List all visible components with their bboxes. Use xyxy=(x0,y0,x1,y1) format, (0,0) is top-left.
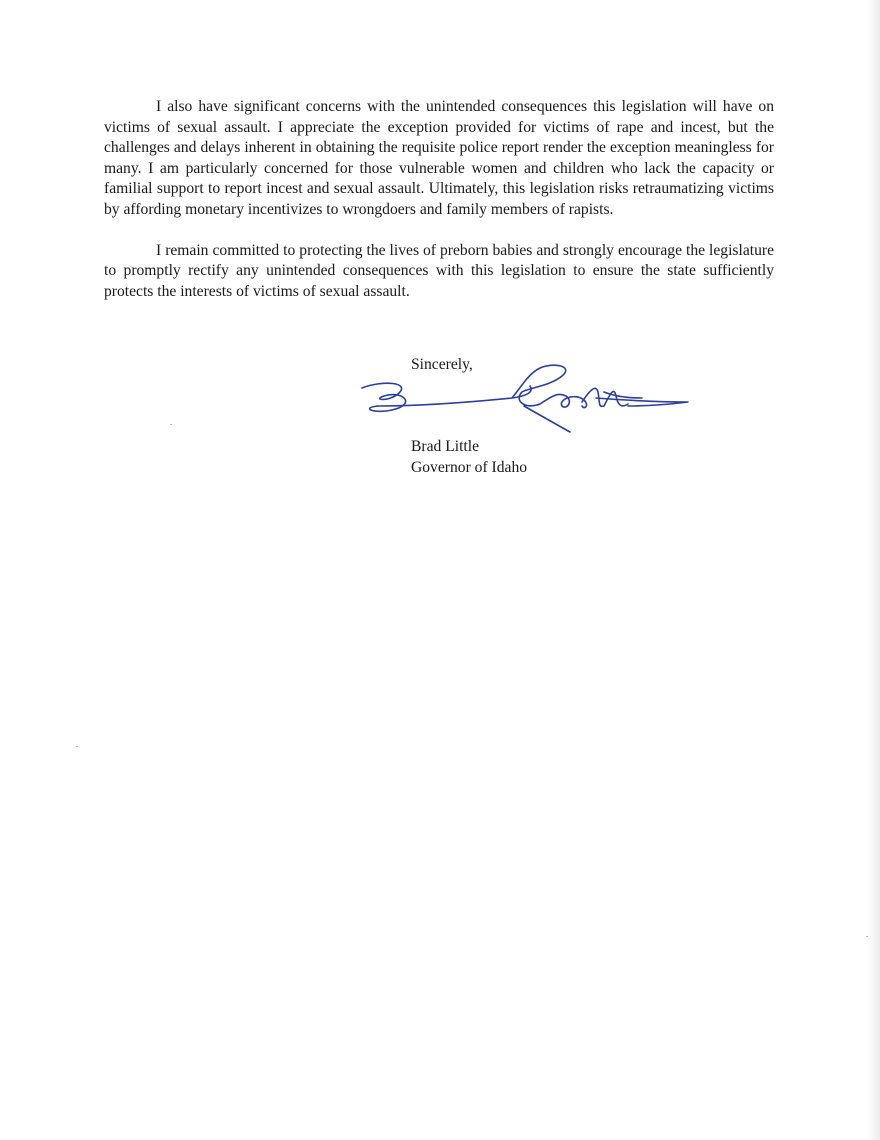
scan-speck xyxy=(866,936,868,937)
signer-block xyxy=(411,436,527,478)
handwritten-signature xyxy=(352,362,692,434)
paragraph-commitment: I remain committed to protecting the lives of preborn babies and strongly encourage the legislature to promptly rectify any unintended consequences with this legislation to ensure the state sufficiently protects the interests of victims of sexual assault. xyxy=(104,241,774,300)
signer-title: Governor of Idaho xyxy=(411,459,528,476)
scan-edge-shadow xyxy=(868,0,880,1140)
scan-speck xyxy=(170,424,172,425)
paragraph-concerns: I also have significant concerns with the unintended consequences this legislation will have on victims of sexual assault. I appreciate the exception provided for victims of rape and incest, but the challenges and delays inherent in obtaining the requisite police report render the exception meaningless for many. I am particularly concerned for those vulnerable women and children who lack the capacity or familial support to report incest and sexual assault. Ultimately, this legislation risks retraumatizing victims by affording monetary incentivizes to wrongdoers and family members of rapists. xyxy=(104,98,774,218)
scan-speck xyxy=(76,746,78,747)
closing-salutation: Sincerely, xyxy=(411,356,473,373)
letter-body xyxy=(104,97,774,323)
signer-name: Brad Little xyxy=(411,438,479,455)
